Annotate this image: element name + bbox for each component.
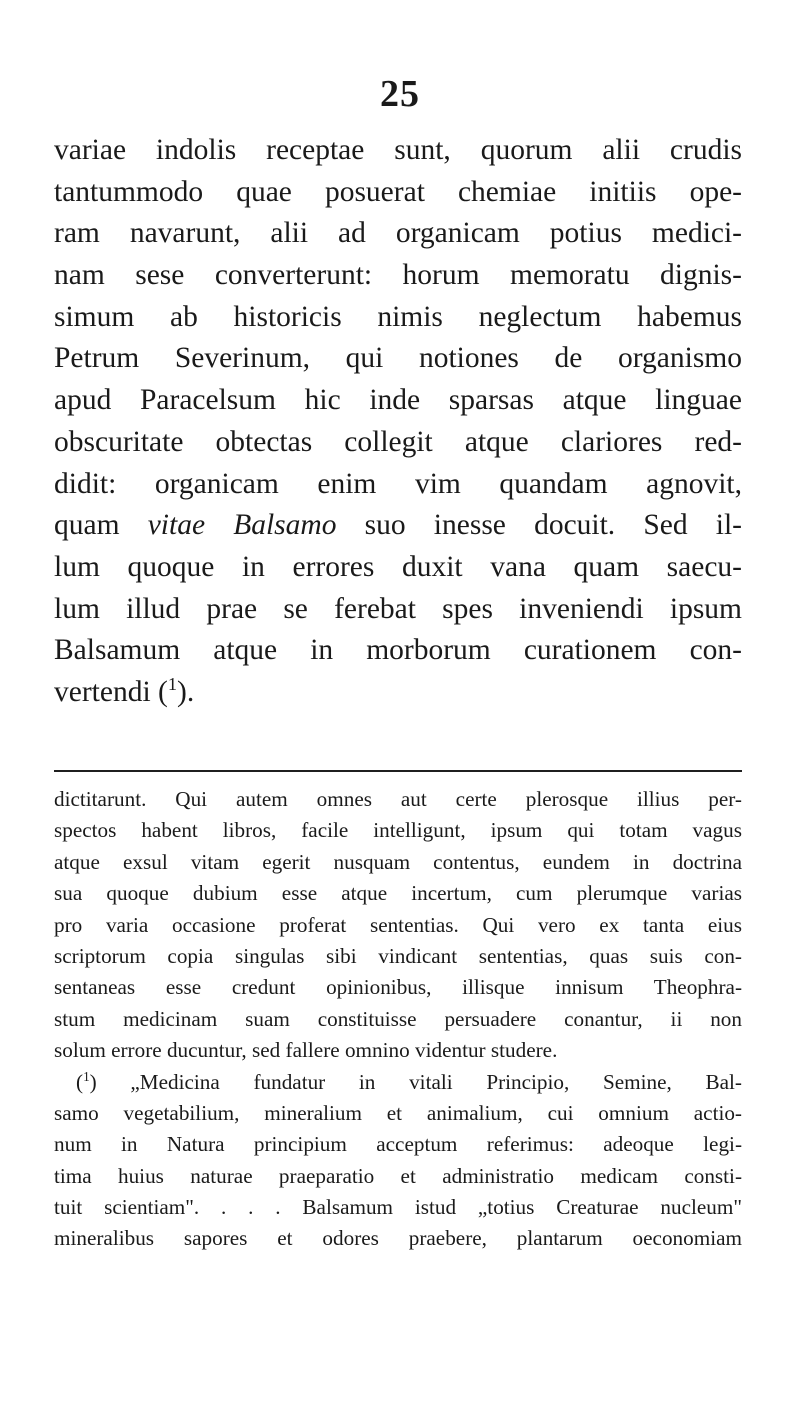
text-segment: ). bbox=[177, 675, 195, 708]
text-line: Balsamum atque in morborum curationem con- bbox=[54, 634, 742, 667]
footnote-line: samo vegetabilium, mineralium et animalium, cui omnium actio- bbox=[54, 1100, 742, 1125]
text-line: simum ab historicis nimis neglectum habemus bbox=[54, 300, 742, 333]
footnote-line: spectos habent libros, facile intelligunt, ipsum qui totam vagus bbox=[54, 818, 742, 843]
text-line: nam sese converterunt: horum memoratu dignis- bbox=[54, 259, 742, 292]
footnote-line: stum medicinam suam constituisse persuadere conantur, ii non bbox=[54, 1006, 742, 1031]
text-line bbox=[54, 505, 742, 547]
text-line: Petrum Severinum, qui notiones de organismo bbox=[54, 342, 742, 375]
italic-phrase: vitae Balsamo bbox=[147, 509, 337, 542]
text-segment: suo inesse docuit. Sed il- bbox=[364, 509, 742, 542]
text-line: didit: organicam enim vim quandam agnovit, bbox=[54, 467, 742, 500]
text-line: variae indolis receptae sunt, quorum alii crudis bbox=[54, 134, 742, 166]
text-line: lum quoque in errores duxit vana quam saecu- bbox=[54, 550, 742, 583]
footnote-line: solum errore ducuntur, sed fallere omnino videntur studere. bbox=[54, 1038, 558, 1063]
text-line: tantummodo quae posuerat chemiae initiis ope- bbox=[54, 175, 742, 208]
text-line: lum illud prae se ferebat spes inveniendi ipsum bbox=[54, 592, 742, 625]
footnote-line: tuit scientiam". . . . Balsamum istud „totius Creaturae nucleum" bbox=[54, 1195, 742, 1220]
footnote-line: dictitarunt. Qui autem omnes aut certe plerosque illius per- bbox=[54, 787, 742, 811]
text-line: obscuritate obtectas collegit atque clariores red- bbox=[54, 425, 742, 458]
text-line: ram navarunt, alii ad organicam potius medici- bbox=[54, 217, 742, 250]
text-segment: ) „Medicina fundatur in vitali Principio, Semine, Bal- bbox=[89, 1069, 742, 1094]
text-segment: quam bbox=[54, 509, 120, 542]
footnote-line: mineralibus sapores et odores praebere, plantarum oeconomiam bbox=[54, 1226, 742, 1251]
text-segment: ( bbox=[76, 1069, 84, 1094]
footnote-line: tima huius naturae praeparatio et administratio medicam consti- bbox=[54, 1163, 742, 1188]
footnote-line: sentaneas esse credunt opinionibus, illisque innisum Theophra- bbox=[54, 975, 742, 1000]
page-number: 25 bbox=[380, 73, 420, 115]
footnote-line: atque exsul vitam egerit nusquam contentus, eundem in doctrina bbox=[54, 849, 742, 874]
footnote-line bbox=[54, 1067, 742, 1098]
footnote-line: scriptorum copia singulas sibi vindicant sententias, quas suis con- bbox=[54, 943, 742, 968]
footnote-line: num in Natura principium acceptum referimus: adeoque legi- bbox=[54, 1132, 742, 1157]
footnote-number: 1 bbox=[83, 1068, 90, 1084]
text-line bbox=[54, 672, 742, 714]
text-line: apud Paracelsum hic inde sparsas atque linguae bbox=[54, 384, 742, 417]
footnote-line: sua quoque dubium esse atque incertum, cum plerumque varias bbox=[54, 881, 742, 906]
footnotes-block bbox=[54, 784, 742, 1255]
footnote-line: pro varia occasione proferat sententias. Qui vero ex tanta eius bbox=[54, 912, 742, 937]
main-text-block bbox=[54, 130, 742, 714]
footnote-ref-marker: 1 bbox=[167, 674, 177, 695]
footnote-divider bbox=[54, 770, 742, 772]
text-segment: vertendi ( bbox=[54, 675, 168, 708]
